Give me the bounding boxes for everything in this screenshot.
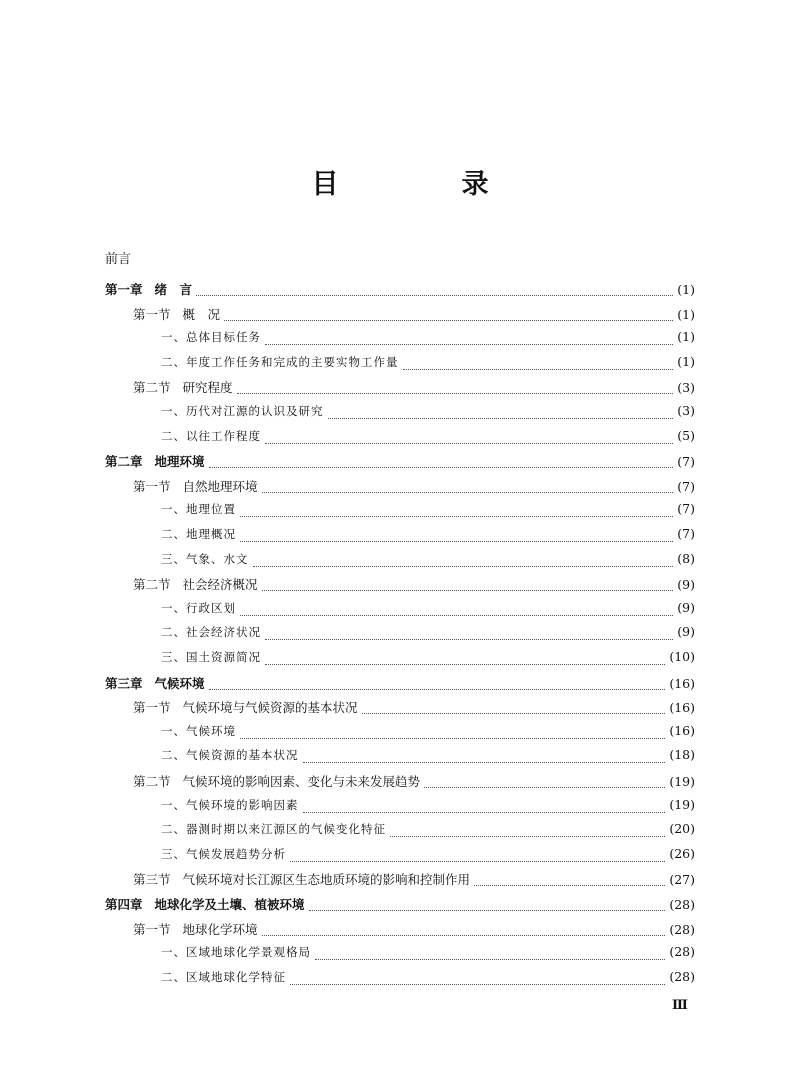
toc-entry-section	[133, 870, 695, 890]
toc-entry-text: 绪 言	[154, 282, 193, 297]
toc-entry-text: 二、社会经济状况	[161, 625, 261, 639]
toc-entry-item	[161, 354, 695, 374]
toc-dot-leader	[309, 899, 666, 911]
toc-dot-leader	[196, 284, 673, 296]
toc-entry-text: 气候环境对长江源区生态地质环境的影响和控制作用	[182, 872, 471, 887]
toc-entry-page: (7)	[677, 526, 695, 541]
toc-entry-page: (20)	[669, 821, 695, 836]
toc-entry-label	[161, 526, 236, 542]
toc-entry-label	[161, 797, 299, 813]
toc-entry-text: 一、总体目标任务	[161, 330, 261, 344]
toc-entry-item	[161, 747, 695, 767]
toc-dot-leader	[403, 358, 674, 370]
toc-entry-label	[133, 477, 258, 495]
toc-entry-text: 一、区域地球化学景观格局	[161, 945, 311, 959]
toc-entry-text: 概 况	[182, 307, 221, 322]
toc-entry-number: 第一章	[105, 282, 143, 297]
toc-entry-number: 第一节	[133, 479, 171, 494]
page-folio: Ⅲ	[672, 998, 688, 1013]
toc-entry-page: (9)	[677, 577, 695, 592]
toc-entry-item	[161, 944, 695, 964]
toc-entry-text: 二、气候资源的基本状况	[161, 748, 299, 762]
toc-entry-text: 气候环境与气候资源的基本状况	[182, 700, 358, 715]
toc-entry-label	[161, 403, 324, 419]
toc-entry-chapter	[105, 280, 695, 300]
toc-dot-leader	[209, 456, 674, 468]
toc-dot-leader	[262, 924, 666, 936]
toc-entry-item	[161, 624, 695, 644]
toc-entry-number: 第一节	[133, 307, 171, 322]
toc-entry-page: (7)	[677, 501, 695, 516]
toc-entry-page: (1)	[677, 307, 695, 322]
toc-dot-leader	[262, 481, 674, 493]
toc-entry-page: (10)	[669, 649, 695, 664]
toc-entry-page: (3)	[677, 403, 695, 418]
toc-entry-label	[161, 969, 286, 985]
toc-entry-page: (19)	[669, 774, 695, 789]
toc-entry-page: (28)	[669, 944, 695, 959]
toc-dot-leader	[237, 382, 674, 394]
toc-dot-leader	[424, 776, 665, 788]
toc-entry-section	[133, 477, 695, 497]
toc-entry-item	[161, 846, 695, 866]
toc-entry-label	[161, 501, 236, 517]
toc-dot-leader	[328, 407, 674, 419]
toc-entry-label	[105, 452, 205, 470]
toc-entry-text: 一、气候环境的影响因素	[161, 798, 299, 812]
toc-dot-leader	[390, 825, 665, 837]
toc-entry-label	[161, 821, 386, 837]
toc-entry-item	[161, 969, 695, 989]
toc-entry-label	[161, 329, 261, 345]
toc-entry-label	[133, 575, 258, 593]
toc-entry-page: (9)	[677, 624, 695, 639]
toc-entry-number: 第一节	[133, 922, 171, 937]
toc-entry-text: 三、国土资源简况	[161, 650, 261, 664]
toc-entry-label	[161, 723, 236, 739]
toc-entry-label	[161, 551, 249, 567]
toc-dot-leader	[265, 333, 673, 345]
toc-entry-text: 自然地理环境	[182, 479, 258, 494]
toc-entry-page: (18)	[669, 747, 695, 762]
toc-entry-page: (16)	[669, 723, 695, 738]
toc-entry-page: (7)	[677, 454, 695, 469]
toc-entry-text: 社会经济概况	[182, 577, 258, 592]
toc-dot-leader	[474, 874, 665, 886]
toc-entry-text: 一、行政区划	[161, 601, 236, 615]
toc-entry-item	[161, 821, 695, 841]
toc-entry-text: 地球化学环境	[182, 922, 258, 937]
toc-entry-label	[133, 378, 233, 396]
toc-entry-section	[133, 378, 695, 398]
toc-dot-leader	[265, 653, 665, 665]
toc-entry-item	[161, 723, 695, 743]
toc-entry-page: (28)	[669, 922, 695, 937]
toc-entry-label	[133, 920, 258, 938]
toc-entry-number: 第二章	[105, 454, 143, 469]
toc-entry-label	[161, 846, 286, 862]
toc-entry-number: 第三章	[105, 676, 143, 691]
toc-entry-item	[161, 649, 695, 669]
toc-entry-chapter	[105, 895, 695, 915]
toc-entry-text: 三、气候发展趋势分析	[161, 847, 286, 861]
toc-entry-page: (7)	[677, 479, 695, 494]
toc-entry-text: 二、区域地球化学特征	[161, 970, 286, 984]
toc-dot-leader	[362, 702, 666, 714]
toc-dot-leader	[240, 604, 673, 616]
toc-entry-text: 地理环境	[154, 454, 205, 469]
toc-entry-page: (16)	[669, 676, 695, 691]
toc-entry-text: 一、地理位置	[161, 502, 236, 516]
toc-entry-label	[161, 600, 236, 616]
toc-entry-label	[105, 280, 192, 298]
toc-entry-text: 地球化学及土壤、植被环境	[154, 897, 305, 912]
toc-entry-section	[133, 305, 695, 325]
toc-dot-leader	[209, 678, 666, 690]
toc-entry-text: 一、历代对江源的认识及研究	[161, 404, 324, 418]
toc-entry-page: (1)	[677, 329, 695, 344]
toc-entry-section	[133, 920, 695, 940]
toc-entry-page: (8)	[677, 551, 695, 566]
toc-entry-item	[161, 501, 695, 521]
toc-entry-section	[133, 575, 695, 595]
toc-entry-label	[161, 624, 261, 640]
toc-entry-label	[161, 428, 261, 444]
toc-dot-leader	[240, 505, 673, 517]
toc-entry-text: 一、气候环境	[161, 724, 236, 738]
toc-entry-page: (28)	[669, 969, 695, 984]
toc-entry-number: 第三节	[133, 872, 171, 887]
toc-entry-page: (27)	[669, 872, 695, 887]
toc-entry-item	[161, 329, 695, 349]
toc-dot-leader	[224, 309, 673, 321]
toc-entry-label	[105, 674, 205, 692]
toc-entry-label	[161, 354, 399, 370]
toc-entry-item	[161, 403, 695, 423]
toc-entry-number: 第二节	[133, 380, 171, 395]
toc-entry-page: (1)	[677, 282, 695, 297]
toc-entry-label	[161, 747, 299, 763]
toc-dot-leader	[240, 727, 665, 739]
toc-entry-text: 二、以往工作程度	[161, 429, 261, 443]
toc-entry-label	[105, 895, 305, 913]
toc-entry-page: (16)	[669, 700, 695, 715]
toc-entry-item	[161, 428, 695, 448]
toc-entry-page: (3)	[677, 380, 695, 395]
toc-entry-item	[161, 551, 695, 571]
toc-dot-leader	[315, 948, 665, 960]
toc-entry-page: (19)	[669, 797, 695, 812]
toc-entry-text: 三、气象、水文	[161, 552, 249, 566]
toc-entry-page: (5)	[677, 428, 695, 443]
toc-dot-leader	[290, 850, 665, 862]
toc-entry-label	[133, 772, 420, 790]
toc-entry-text: 气候环境的影响因素、变化与未来发展趋势	[182, 774, 421, 789]
toc-entry-label	[133, 698, 358, 716]
toc-entry-label	[161, 649, 261, 665]
toc-dot-leader	[253, 555, 674, 567]
toc-entry-item	[161, 526, 695, 546]
toc-dot-leader	[262, 579, 674, 591]
toc-entry-number: 第二节	[133, 774, 171, 789]
toc-entry-text: 二、年度工作任务和完成的主要实物工作量	[161, 355, 399, 369]
toc-dot-leader	[303, 751, 666, 763]
toc-preface: 前言	[105, 252, 132, 267]
toc-entry-number: 第二节	[133, 577, 171, 592]
toc-dot-leader	[265, 432, 673, 444]
toc-entry-page: (9)	[677, 600, 695, 615]
toc-entry-page: (28)	[669, 897, 695, 912]
toc-entry-label	[133, 870, 470, 888]
toc-entry-text: 研究程度	[182, 380, 233, 395]
toc-entry-chapter	[105, 674, 695, 694]
toc-entry-section	[133, 698, 695, 718]
toc-entry-item	[161, 797, 695, 817]
toc-entry-number: 第一节	[133, 700, 171, 715]
toc-entry-text: 二、器测时期以来江源区的气候变化特征	[161, 822, 386, 836]
toc-dot-leader	[265, 628, 673, 640]
toc-dot-leader	[290, 973, 665, 985]
toc-entry-text: 气候环境	[154, 676, 205, 691]
toc-entry-page: (26)	[669, 846, 695, 861]
toc-entry-item	[161, 600, 695, 620]
toc-entry-section	[133, 772, 695, 792]
toc-entry-page: (1)	[677, 354, 695, 369]
toc-dot-leader	[240, 530, 673, 542]
toc-entry-number: 第四章	[105, 897, 143, 912]
toc-entry-chapter	[105, 452, 695, 472]
toc-entry-label	[161, 944, 311, 960]
toc-entry-label	[133, 305, 220, 323]
toc-dot-leader	[303, 801, 666, 813]
page-title: 目 录	[311, 169, 537, 200]
toc-entry-text: 二、地理概况	[161, 527, 236, 541]
